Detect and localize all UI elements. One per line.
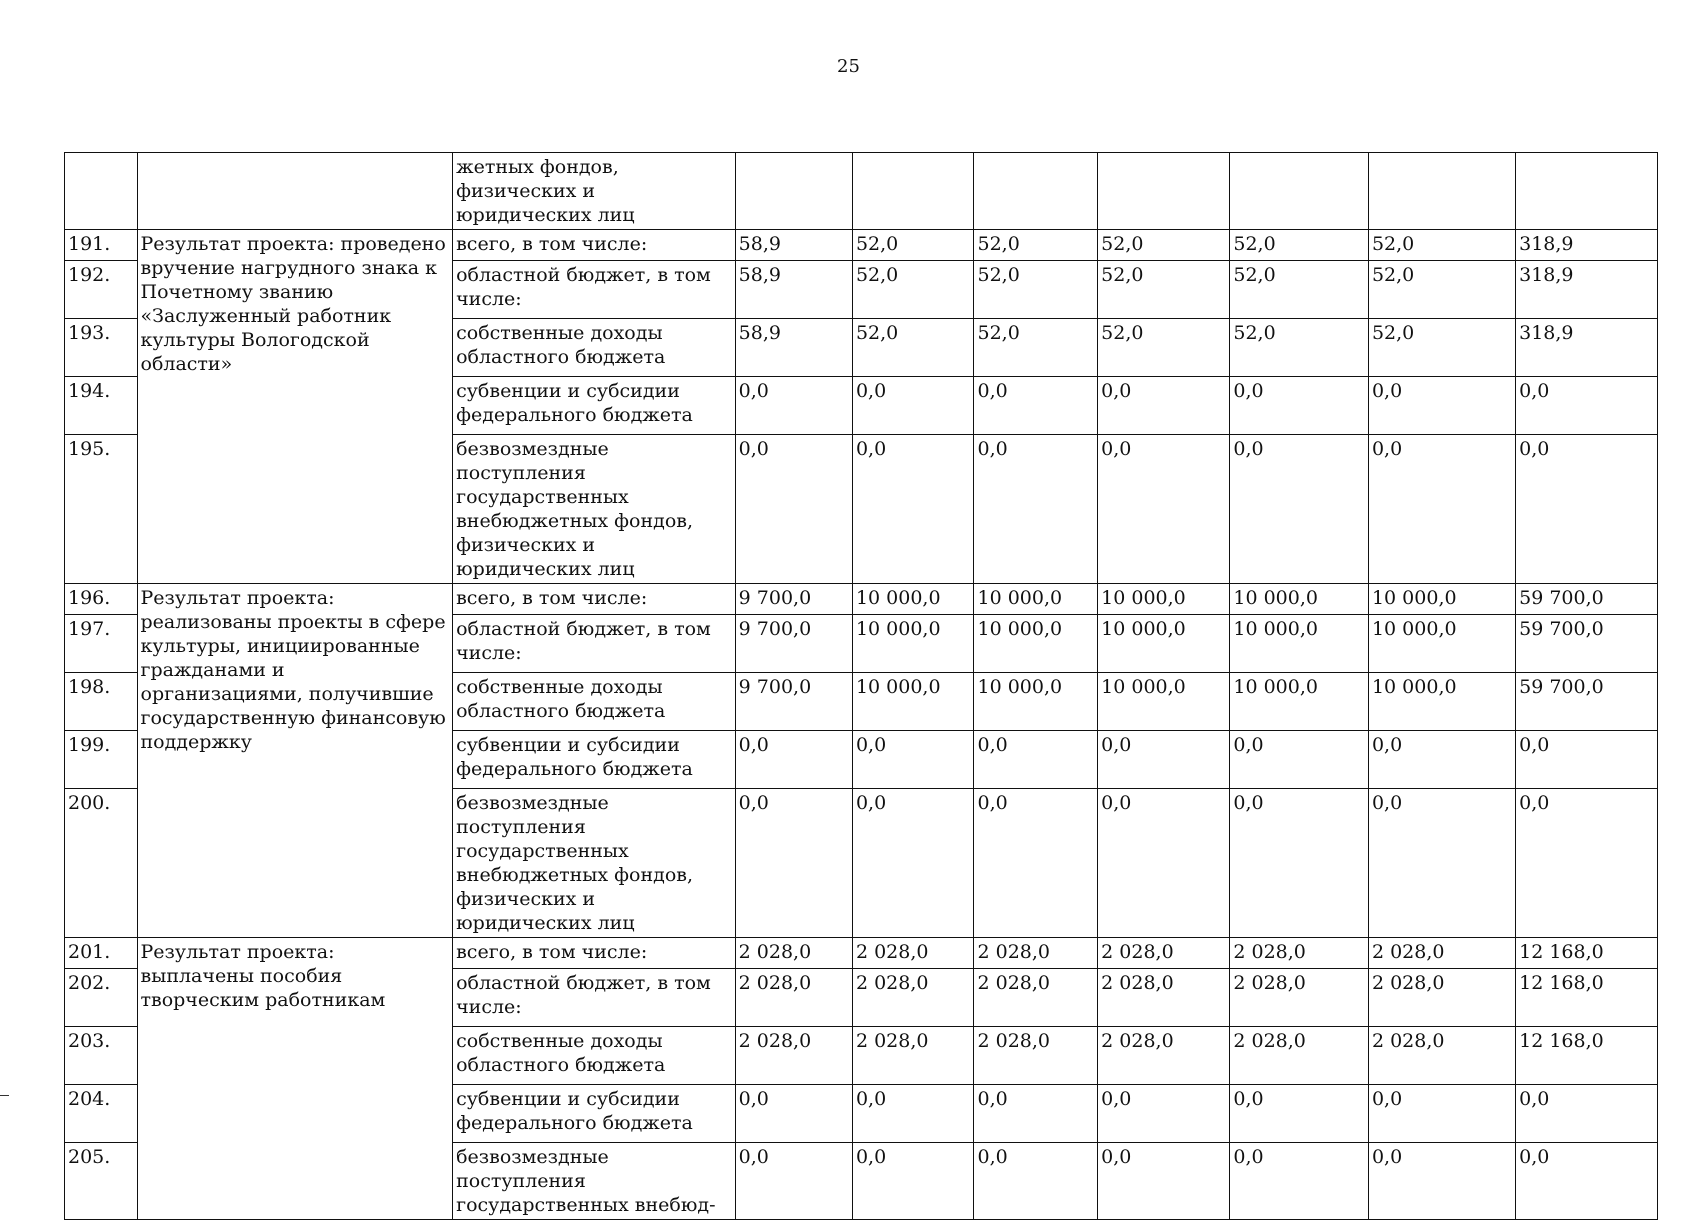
value-cell: 2 028,0 <box>735 969 852 1027</box>
funding-source-cell: всего, в том числе: <box>453 938 736 969</box>
value-cell: 52,0 <box>1368 230 1515 261</box>
value-cell: 52,0 <box>1230 319 1369 377</box>
result-description-cell <box>137 153 453 230</box>
row-number-cell: 204. <box>65 1085 138 1143</box>
total-value-cell: 0,0 <box>1516 1085 1658 1143</box>
value-cell: 0,0 <box>974 1143 1098 1220</box>
value-cell: 0,0 <box>1368 377 1515 435</box>
value-cell: 0,0 <box>974 377 1098 435</box>
value-cell: 52,0 <box>1368 319 1515 377</box>
value-cell <box>1230 153 1369 230</box>
value-cell: 58,9 <box>735 261 852 319</box>
value-cell: 2 028,0 <box>1098 1027 1230 1085</box>
row-number-cell: 199. <box>65 731 138 789</box>
funding-source-cell: субвенции и субсидии федерального бюджета <box>453 377 736 435</box>
table-row-continuation <box>65 153 1658 230</box>
value-cell: 58,9 <box>735 319 852 377</box>
value-cell: 0,0 <box>735 1085 852 1143</box>
value-cell: 10 000,0 <box>1368 584 1515 615</box>
value-cell: 9 700,0 <box>735 673 852 731</box>
margin-mark <box>0 1095 9 1096</box>
funding-source-cell: субвенции и субсидии федерального бюджета <box>453 731 736 789</box>
value-cell: 0,0 <box>1230 377 1369 435</box>
value-cell: 52,0 <box>1098 319 1230 377</box>
value-cell: 52,0 <box>1230 261 1369 319</box>
value-cell: 10 000,0 <box>1368 673 1515 731</box>
row-number-cell: 200. <box>65 789 138 938</box>
value-cell: 10 000,0 <box>852 615 974 673</box>
value-cell: 0,0 <box>974 435 1098 584</box>
value-cell: 0,0 <box>1098 1143 1230 1220</box>
funding-source-cell: жетных фондов, физических и юридических лиц <box>453 153 736 230</box>
value-cell: 2 028,0 <box>1098 938 1230 969</box>
value-cell: 0,0 <box>1098 435 1230 584</box>
row-number-cell: 197. <box>65 615 138 673</box>
funding-source-cell: безвозмездные поступления государственных внебюд- <box>453 1143 736 1220</box>
total-value-cell: 0,0 <box>1516 1143 1658 1220</box>
value-cell: 0,0 <box>974 731 1098 789</box>
value-cell: 0,0 <box>735 789 852 938</box>
value-cell: 52,0 <box>974 230 1098 261</box>
funding-source-cell: всего, в том числе: <box>453 584 736 615</box>
total-value-cell: 12 168,0 <box>1516 938 1658 969</box>
row-number-cell: 195. <box>65 435 138 584</box>
value-cell: 0,0 <box>852 731 974 789</box>
value-cell: 52,0 <box>852 230 974 261</box>
total-value-cell: 12 168,0 <box>1516 1027 1658 1085</box>
row-number-cell: 201. <box>65 938 138 969</box>
value-cell: 10 000,0 <box>852 584 974 615</box>
value-cell: 0,0 <box>1368 435 1515 584</box>
table-row <box>65 230 1658 261</box>
value-cell: 10 000,0 <box>1098 615 1230 673</box>
funding-source-cell: областной бюджет, в том числе: <box>453 261 736 319</box>
value-cell: 2 028,0 <box>852 938 974 969</box>
value-cell: 10 000,0 <box>1098 673 1230 731</box>
value-cell: 0,0 <box>1368 789 1515 938</box>
value-cell: 0,0 <box>1230 731 1369 789</box>
value-cell: 2 028,0 <box>1098 969 1230 1027</box>
value-cell: 2 028,0 <box>974 1027 1098 1085</box>
value-cell: 52,0 <box>974 261 1098 319</box>
value-cell: 0,0 <box>852 1085 974 1143</box>
value-cell: 0,0 <box>974 1085 1098 1143</box>
total-value-cell: 318,9 <box>1516 230 1658 261</box>
row-number-cell: 191. <box>65 230 138 261</box>
value-cell: 10 000,0 <box>1368 615 1515 673</box>
value-cell: 0,0 <box>735 435 852 584</box>
value-cell: 52,0 <box>852 319 974 377</box>
value-cell <box>1368 153 1515 230</box>
value-cell <box>852 153 974 230</box>
total-value-cell: 318,9 <box>1516 261 1658 319</box>
funding-source-cell: собственные доходы областного бюджета <box>453 319 736 377</box>
total-value-cell: 0,0 <box>1516 435 1658 584</box>
value-cell: 2 028,0 <box>852 969 974 1027</box>
value-cell: 10 000,0 <box>974 615 1098 673</box>
funding-source-cell: субвенции и субсидии федерального бюджета <box>453 1085 736 1143</box>
value-cell: 2 028,0 <box>735 938 852 969</box>
value-cell: 0,0 <box>1368 1143 1515 1220</box>
row-number-cell: 205. <box>65 1143 138 1220</box>
table-body <box>65 153 1658 1220</box>
value-cell: 52,0 <box>1230 230 1369 261</box>
value-cell: 0,0 <box>1230 435 1369 584</box>
total-value-cell: 12 168,0 <box>1516 969 1658 1027</box>
funding-source-cell: областной бюджет, в том числе: <box>453 969 736 1027</box>
value-cell: 2 028,0 <box>974 969 1098 1027</box>
value-cell: 2 028,0 <box>1230 938 1369 969</box>
value-cell: 0,0 <box>1098 1085 1230 1143</box>
value-cell: 0,0 <box>735 731 852 789</box>
value-cell: 10 000,0 <box>1098 584 1230 615</box>
value-cell: 0,0 <box>1230 789 1369 938</box>
result-description-cell: Результат проекта: выплачены пособия творческим работникам <box>137 938 453 1220</box>
total-value-cell: 59 700,0 <box>1516 584 1658 615</box>
row-number-cell: 193. <box>65 319 138 377</box>
value-cell: 52,0 <box>852 261 974 319</box>
funding-source-cell: собственные доходы областного бюджета <box>453 1027 736 1085</box>
value-cell <box>1516 153 1658 230</box>
value-cell <box>1098 153 1230 230</box>
value-cell: 0,0 <box>735 1143 852 1220</box>
value-cell <box>974 153 1098 230</box>
row-number-cell: 203. <box>65 1027 138 1085</box>
value-cell: 0,0 <box>1230 1085 1369 1143</box>
value-cell: 0,0 <box>852 435 974 584</box>
funding-source-cell: всего, в том числе: <box>453 230 736 261</box>
value-cell: 10 000,0 <box>1230 673 1369 731</box>
value-cell: 0,0 <box>852 1143 974 1220</box>
value-cell: 10 000,0 <box>1230 584 1369 615</box>
value-cell: 9 700,0 <box>735 615 852 673</box>
row-number-cell: 198. <box>65 673 138 731</box>
table-row <box>65 938 1658 969</box>
value-cell: 9 700,0 <box>735 584 852 615</box>
value-cell: 0,0 <box>1098 377 1230 435</box>
total-value-cell: 59 700,0 <box>1516 673 1658 731</box>
value-cell: 0,0 <box>852 377 974 435</box>
value-cell: 0,0 <box>735 377 852 435</box>
total-value-cell: 59 700,0 <box>1516 615 1658 673</box>
funding-source-cell: собственные доходы областного бюджета <box>453 673 736 731</box>
value-cell: 0,0 <box>1230 1143 1369 1220</box>
budget-table <box>64 152 1658 1220</box>
total-value-cell: 0,0 <box>1516 789 1658 938</box>
value-cell: 2 028,0 <box>974 938 1098 969</box>
value-cell: 2 028,0 <box>852 1027 974 1085</box>
value-cell: 10 000,0 <box>852 673 974 731</box>
funding-source-cell: безвозмездные поступления государственных внебюджетных фондов, физических и юридических лиц <box>453 789 736 938</box>
value-cell: 0,0 <box>974 789 1098 938</box>
total-value-cell: 318,9 <box>1516 319 1658 377</box>
value-cell: 2 028,0 <box>1230 1027 1369 1085</box>
value-cell: 52,0 <box>1098 261 1230 319</box>
value-cell: 0,0 <box>852 789 974 938</box>
page-number: 25 <box>837 56 860 77</box>
value-cell: 10 000,0 <box>974 584 1098 615</box>
value-cell: 2 028,0 <box>735 1027 852 1085</box>
value-cell: 52,0 <box>1098 230 1230 261</box>
value-cell: 58,9 <box>735 230 852 261</box>
value-cell: 52,0 <box>1368 261 1515 319</box>
row-number-cell <box>65 153 138 230</box>
value-cell: 0,0 <box>1098 731 1230 789</box>
value-cell: 0,0 <box>1098 789 1230 938</box>
table-row <box>65 584 1658 615</box>
value-cell <box>735 153 852 230</box>
result-description-cell: Результат проекта: реализованы проекты в сфере культуры, инициированные гражданами и организациями, получившие государственную финансовую поддержку <box>137 584 453 938</box>
funding-source-cell: областной бюджет, в том числе: <box>453 615 736 673</box>
row-number-cell: 194. <box>65 377 138 435</box>
row-number-cell: 196. <box>65 584 138 615</box>
row-number-cell: 202. <box>65 969 138 1027</box>
value-cell: 2 028,0 <box>1368 938 1515 969</box>
value-cell: 2 028,0 <box>1230 969 1369 1027</box>
value-cell: 2 028,0 <box>1368 1027 1515 1085</box>
value-cell: 10 000,0 <box>974 673 1098 731</box>
result-description-cell: Результат проекта: проведено вручение нагрудного знака к Почетному званию «Заслуженный работник культуры Вологодской области» <box>137 230 453 584</box>
value-cell: 52,0 <box>974 319 1098 377</box>
value-cell: 0,0 <box>1368 1085 1515 1143</box>
value-cell: 0,0 <box>1368 731 1515 789</box>
total-value-cell: 0,0 <box>1516 731 1658 789</box>
total-value-cell: 0,0 <box>1516 377 1658 435</box>
value-cell: 2 028,0 <box>1368 969 1515 1027</box>
value-cell: 10 000,0 <box>1230 615 1369 673</box>
funding-source-cell: безвозмездные поступления государственных внебюджетных фондов, физических и юридических лиц <box>453 435 736 584</box>
row-number-cell: 192. <box>65 261 138 319</box>
